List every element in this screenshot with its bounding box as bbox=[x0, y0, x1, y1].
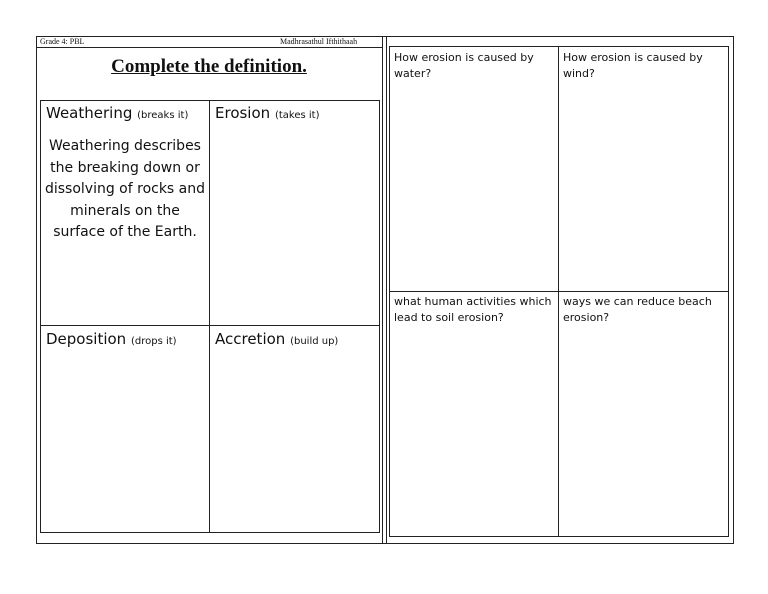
definition-grid-hline bbox=[40, 325, 380, 326]
accretion-hint: (build up) bbox=[290, 336, 339, 347]
page-title: Complete the definition. bbox=[111, 56, 307, 77]
question-wind: How erosion is caused by wind? bbox=[563, 51, 703, 80]
weathering-term: Weathering bbox=[46, 104, 133, 122]
question-grid-hline bbox=[389, 291, 729, 292]
weathering-heading bbox=[46, 104, 188, 122]
definition-grid-vline bbox=[209, 100, 210, 533]
erosion-term: Erosion bbox=[215, 104, 271, 122]
weathering-hint: (breaks it) bbox=[137, 110, 189, 121]
erosion-hint: (takes it) bbox=[274, 110, 320, 121]
question-human-activities: what human activities which lead to soil erosion? bbox=[394, 295, 552, 324]
erosion-heading bbox=[215, 104, 319, 122]
deposition-heading bbox=[46, 330, 177, 348]
accretion-term: Accretion bbox=[215, 330, 286, 348]
header-rule bbox=[37, 47, 382, 48]
weathering-definition: Weathering describes the breaking down or dissolving of rocks and minerals on the surface of the Earth. bbox=[44, 138, 206, 240]
deposition-term: Deposition bbox=[46, 330, 127, 348]
teacher-name: Madhrasathul Ifthithaah bbox=[280, 37, 358, 46]
question-reduce-erosion: ways we can reduce beach erosion? bbox=[563, 295, 712, 324]
deposition-hint: (drops it) bbox=[130, 336, 177, 347]
page-divider bbox=[382, 36, 387, 544]
question-water: How erosion is caused by water? bbox=[394, 51, 534, 80]
accretion-heading bbox=[215, 330, 338, 348]
grade-label: Grade 4: PBL bbox=[40, 37, 85, 46]
